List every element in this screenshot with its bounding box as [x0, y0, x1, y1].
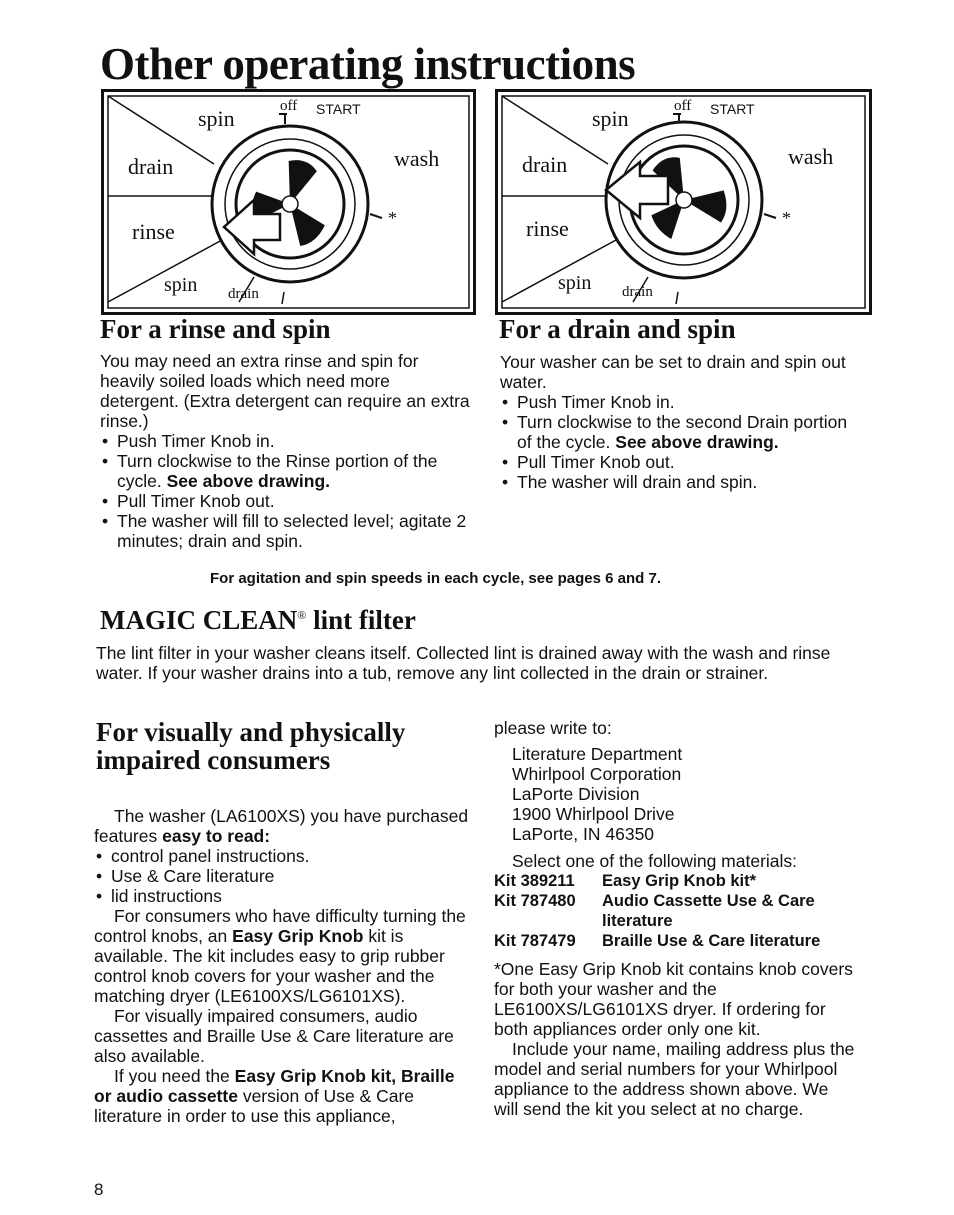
feature-item-text: control panel instructions.: [111, 846, 310, 866]
agitation-note: For agitation and spin speeds in each cycle, see pages 6 and 7.: [210, 570, 661, 587]
label-off: off: [674, 98, 692, 114]
impaired-p2-rest: kit is available. The kit includes easy to grip rubber control knob covers for your washer and the matching dryer (LE6100XS/LG6101XS).: [94, 926, 445, 1006]
address-line: Whirlpool Corporation: [512, 764, 682, 784]
impaired-p4: [94, 1066, 474, 1126]
impaired-p4-rest: version of Use & Care literature in order to use this appliance,: [94, 1086, 415, 1126]
right-column: [494, 718, 856, 1119]
label-spin-bottom: spin: [558, 272, 592, 294]
impaired-heading-line1: For visually and physically: [96, 717, 406, 747]
address-line: LaPorte, IN 46350: [512, 824, 655, 844]
feature-item: [94, 886, 474, 906]
lint-filter-heading: [100, 605, 416, 636]
drain-tick: [676, 292, 678, 304]
kit-row: [494, 891, 856, 931]
impaired-p3: For visually impaired consumers, audio cassettes and Braille Use & Care literature are also available.: [94, 1006, 454, 1066]
rinse-step-push-text: Push Timer Knob in.: [117, 431, 275, 451]
label-drain-bottom: drain: [622, 284, 653, 300]
address-line: 1900 Whirlpool Drive: [512, 804, 675, 824]
kit-row: [494, 871, 856, 891]
label-rinse: rinse: [526, 216, 569, 241]
drain-spin-instructions: [500, 352, 862, 492]
kit-row: [494, 931, 856, 951]
rinse-step-pull-text: Pull Timer Knob out.: [117, 491, 275, 511]
drain-spin-heading: For a drain and spin: [499, 314, 736, 344]
impaired-p1: [94, 806, 474, 846]
kit-footnote: *One Easy Grip Knob kit contains knob covers for both your washer and the LE6100XS/LG6101XS dryer. If ordering for both appliances order only one kit.: [494, 959, 853, 1039]
rinse-step-push: [100, 431, 472, 451]
wash-tick: [370, 214, 382, 218]
impaired-p2-text: For consumers who have difficulty turning the control knobs, an: [94, 906, 466, 946]
impaired-body: [94, 806, 474, 1126]
kit-number: Kit 787480: [494, 892, 576, 910]
impaired-p4-text: If you need the: [114, 1066, 230, 1086]
wash-tick: [764, 214, 776, 218]
lint-heading-rest: lint filter: [306, 605, 416, 635]
impaired-heading: [96, 718, 405, 774]
drain-step-result: [500, 472, 862, 492]
lint-heading-brand: MAGIC CLEAN: [100, 605, 298, 635]
drain-step-result-text: The washer will drain and spin.: [517, 472, 758, 492]
address-line: LaPorte Division: [512, 784, 640, 804]
rinse-dial-diagram: [101, 89, 476, 315]
drain-step-push: [500, 392, 862, 412]
label-star: *: [388, 208, 397, 228]
label-off: off: [280, 98, 298, 114]
impaired-p1-bold: easy to read:: [162, 826, 271, 846]
registered-mark: ®: [297, 608, 307, 622]
impaired-p4-bold: Easy Grip Knob kit, Braille or audio cassette: [94, 1066, 455, 1106]
label-wash: wash: [788, 144, 834, 169]
rinse-spin-heading: For a rinse and spin: [100, 314, 331, 344]
feature-item-text: lid instructions: [111, 886, 222, 906]
drain-step-pull: [500, 452, 862, 472]
drain-see-drawing: See above drawing.: [615, 432, 779, 452]
label-drain: drain: [522, 152, 568, 177]
drain-step-pull-text: Pull Timer Knob out.: [517, 452, 675, 472]
drain-step-turn: [500, 412, 862, 452]
mailing-address: [494, 744, 856, 844]
impaired-p2-bold: Easy Grip Knob: [232, 926, 364, 946]
rinse-see-drawing: See above drawing.: [166, 471, 330, 491]
drain-dial-drawing: [498, 92, 869, 312]
kit-number: Kit 389211: [494, 872, 575, 890]
label-start: START: [710, 101, 755, 117]
rinse-step-result: [100, 511, 472, 551]
drain-tick: [282, 292, 284, 304]
lint-filter-body: The lint filter in your washer cleans itself. Collected lint is drained away with the wash and rinse water. If your washer drains into a tub, remove any lint collected in the drain or strainer.: [96, 643, 831, 683]
rinse-step-turn-text: Turn clockwise to the Rinse portion of the cycle.: [117, 451, 438, 491]
label-star: *: [782, 208, 791, 228]
label-spin-top: spin: [592, 106, 629, 131]
label-rinse: rinse: [132, 219, 175, 244]
page-number: 8: [94, 1180, 104, 1199]
impaired-heading-line2: impaired consumers: [96, 745, 331, 775]
label-spin-top: spin: [198, 106, 235, 131]
rinse-step-result-text: The washer will fill to selected level; agitate 2 minutes; drain and spin.: [117, 511, 467, 551]
rinse-spin-intro: You may need an extra rinse and spin for heavily soiled loads which need more detergent. (Extra detergent can require an extra rinse.): [100, 351, 470, 431]
rinse-step-pull: [100, 491, 472, 511]
feature-item: [94, 866, 474, 886]
label-start: START: [316, 101, 361, 117]
label-drain: drain: [128, 154, 174, 179]
kit-name: Braille Use & Care literature: [602, 932, 821, 950]
kit-name: Easy Grip Knob kit*: [602, 872, 757, 890]
label-wash: wash: [394, 146, 440, 171]
please-write: please write to:: [494, 718, 612, 738]
feature-item: [94, 846, 474, 866]
feature-item-text: Use & Care literature: [111, 866, 275, 886]
rinse-step-turn: [100, 451, 472, 491]
label-drain-bottom: drain: [228, 286, 259, 302]
kit-name: Audio Cassette Use & Care literature: [602, 892, 815, 930]
kit-number: Kit 787479: [494, 932, 576, 950]
rinse-spin-instructions: [100, 351, 472, 551]
label-spin-bottom: spin: [164, 274, 198, 296]
select-materials: Select one of the following materials:: [512, 851, 798, 871]
drain-step-push-text: Push Timer Knob in.: [517, 392, 675, 412]
rinse-dial-drawing: [104, 92, 473, 312]
kit-list: [494, 871, 856, 951]
address-line: Literature Department: [512, 744, 683, 764]
impaired-p1-text: The washer (LA6100XS) you have purchased features: [94, 806, 469, 846]
impaired-p2: [94, 906, 474, 1006]
drain-step-turn-text: Turn clockwise to the second Drain portion of the cycle.: [517, 412, 848, 452]
page-title: Other operating instructions: [100, 39, 636, 89]
include-info: Include your name, mailing address plus the model and serial numbers for your Whirlpool appliance to the address shown above. We will send the kit you select at no charge.: [494, 1039, 855, 1119]
drain-dial-diagram: [495, 89, 872, 315]
drain-spin-intro: Your washer can be set to drain and spin out water.: [500, 352, 846, 392]
